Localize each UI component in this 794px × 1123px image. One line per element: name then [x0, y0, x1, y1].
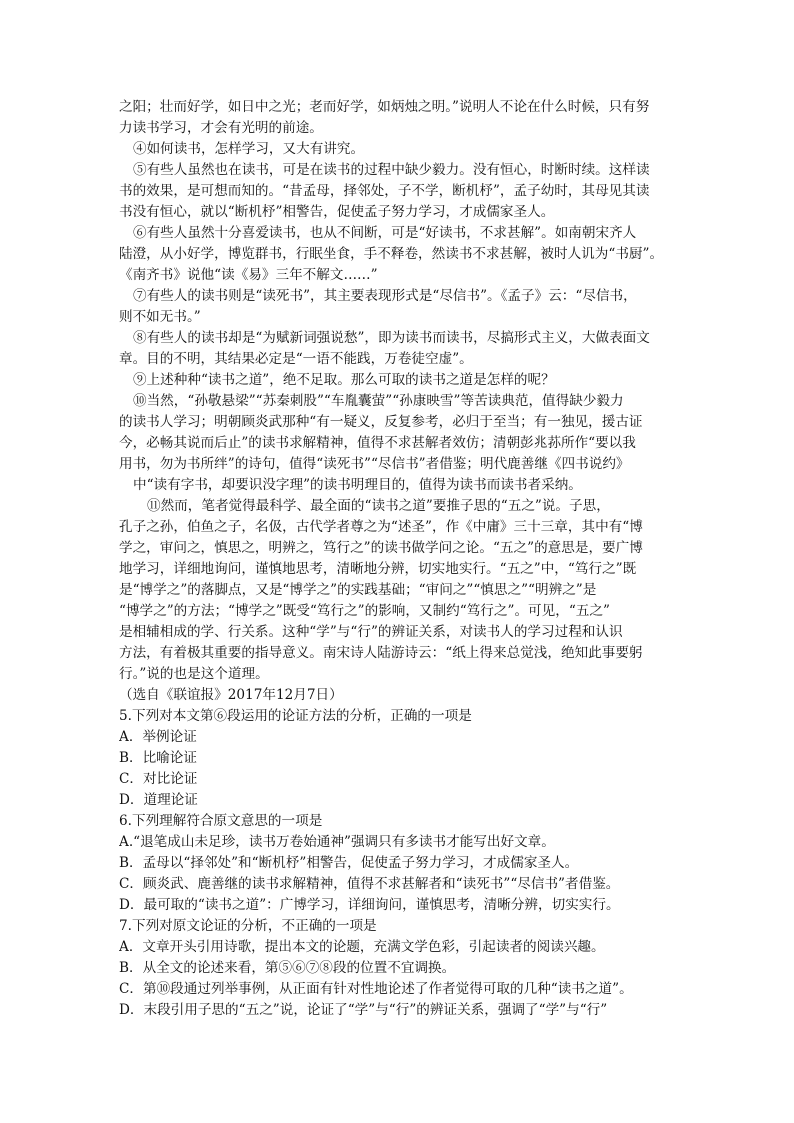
option-7c: C．第⑩段通过列举事例，从正面有针对性地论述了作者觉得可取的几种“读书之道”。: [119, 981, 633, 997]
paragraph-7: ⑦有些人的读书则是“读死书”，其主要表现形式是“尽信书”。《孟子》云：“尽信书，: [133, 288, 637, 304]
body-line: 力读书学习，才会有光明的前途。: [119, 120, 323, 136]
body-line: 用书，勿为书所绊”的诗句，值得“读死书”“尽信书”者借鉴；明代鹿善继《四书说约》: [119, 456, 630, 472]
body-line: 今，必畅其说而后止”的读书求解精神，值得不求甚解者效仿；清朝彭兆荪所作“要以我: [119, 435, 636, 451]
body-line: 是相辅相成的学、行关系。这种“学”与“行”的辨证关系，对读书人的学习过程和认识: [119, 624, 623, 640]
option-5d: D．道理论证: [119, 792, 198, 808]
body-line: 书没有恒心，就以“断机杼”相警告，促使孟子努力学习，才成儒家圣人。: [119, 204, 555, 220]
option-6d: D．最可取的“读书之道”：广博学习，详细询问，谨慎思考，清晰分辨，切实实行。: [119, 897, 620, 913]
body-line: 的读书人学习；明朝顾炎武那种“有一疑义，反复参考，必归于至当；有一独见，援古证: [119, 414, 643, 430]
body-line: 方法，有着极其重要的指导意义。南宋诗人陆游诗云：“纸上得来总觉浅，绝知此事要躬: [119, 645, 643, 661]
body-line: 之阳；壮而好学，如日中之光；老而好学，如炳烛之明。”说明人不论在什么时候，只有努: [119, 99, 650, 115]
question-5: 5.下列对本文第⑥段运用的论证方法的分析，正确的一项是: [119, 708, 472, 724]
paragraph-11: ⑪然而，笔者觉得最科学、最全面的“读书之道”要推子思的“五之”说。子思，: [147, 498, 610, 514]
option-7b: B．从全文的论述来看，第⑤⑥⑦⑧段的位置不宜调换。: [119, 960, 456, 976]
source-citation: （选自《联谊报》2017年12月7日）: [119, 687, 343, 703]
question-6: 6.下列理解符合原文意思的一项是: [119, 813, 323, 829]
option-5c: C．对比论证: [119, 771, 198, 787]
body-line: 地学习，详细地询问，谨慎地思考，清晰地分辨，切实地实行。“五之”中，“笃行之”既: [119, 561, 637, 577]
body-line: 中“读有字书，却要识没字理”的读书明理目的，值得为读书而读书者采纳。: [133, 477, 582, 493]
body-line: 孔子之孙，伯鱼之子，名伋，古代学者尊之为“述圣”，作《中庸》三十三章，其中有“博: [119, 519, 643, 535]
paragraph-9: ⑨上述种种“读书之道”，绝不足取。那么可取的读书之道是怎样的呢？: [133, 372, 555, 388]
paragraph-10: ⑩当然，“孙敬悬梁”“苏秦刺股”“车胤囊萤”“孙康映雪”等苦读典范，值得缺少毅力: [133, 393, 624, 409]
option-6c: C．顾炎武、鹿善继的读书求解精神，值得不求甚解者和“读死书”“尽信书”者借鉴。: [119, 876, 620, 892]
body-line: 则不如无书。”: [119, 309, 201, 325]
option-5b: B．比喻论证: [119, 750, 197, 766]
option-7d: D．末段引用子思的“五之”说，论证了“学”与“行”的辨证关系，强调了“学”与“行”: [119, 1002, 608, 1018]
option-7a: A．文章开头引用诗歌，提出本文的论题，充满文学色彩，引起读者的阅读兴趣。: [119, 939, 605, 955]
option-5a: A．举例论证: [119, 729, 197, 745]
body-line: 陆澄，从小好学，博览群书，行眠坐食，手不释卷，然读书不求甚解，被时人讥为“书厨”。: [119, 246, 664, 262]
body-line: 是“博学之”的落脚点，又是“博学之”的实践基础；“审问之”“慎思之”“明辨之”是: [119, 582, 597, 598]
option-6b: B．孟母以“择邻处”和“断机杼”相警告，促使孟子努力学习，才成儒家圣人。: [119, 855, 579, 871]
paragraph-8: ⑧有些人的读书却是“为赋新词强说愁”，即为读书而读书，尽搞形式主义，大做表面文: [133, 330, 650, 346]
body-line: 《南齐书》说他“读《易》三年不解文……”: [119, 267, 378, 283]
body-line: 书的效果，是可想而知的。“昔孟母，择邻处，子不学，断机杼”，孟子幼时，其母见其读: [119, 183, 650, 199]
paragraph-5: ⑤有些人虽然也在读书，可是在读书的过程中缺少毅力。没有恒心，时断时续。这样读: [133, 162, 650, 178]
body-line: “博学之”的方法；“博学之”既受“笃行之”的影响，又制约“笃行之”。可见，“五之”: [119, 603, 610, 619]
body-line: 行。”说的也是这个道理。: [119, 666, 269, 682]
paragraph-6: ⑥有些人虽然十分喜爱读书，也从不间断，可是“好读书，不求甚解”。如南朝宋齐人: [133, 225, 637, 241]
paragraph-4: ④如何读书，怎样学习，又大有讲究。: [133, 141, 365, 157]
option-6a: A.“退笔成山未足珍，读书万卷始通神”强调只有多读书才能写出好文章。: [119, 834, 555, 850]
body-line: 章。目的不明，其结果必定是“一语不能践，万卷徒空虚”。: [119, 351, 473, 367]
body-line: 学之，审问之，慎思之，明辨之，笃行之”的读书做学问之论。“五之”的意思是，要广博: [119, 540, 643, 556]
question-7: 7.下列对原文论证的分析，不正确的一项是: [119, 918, 377, 934]
